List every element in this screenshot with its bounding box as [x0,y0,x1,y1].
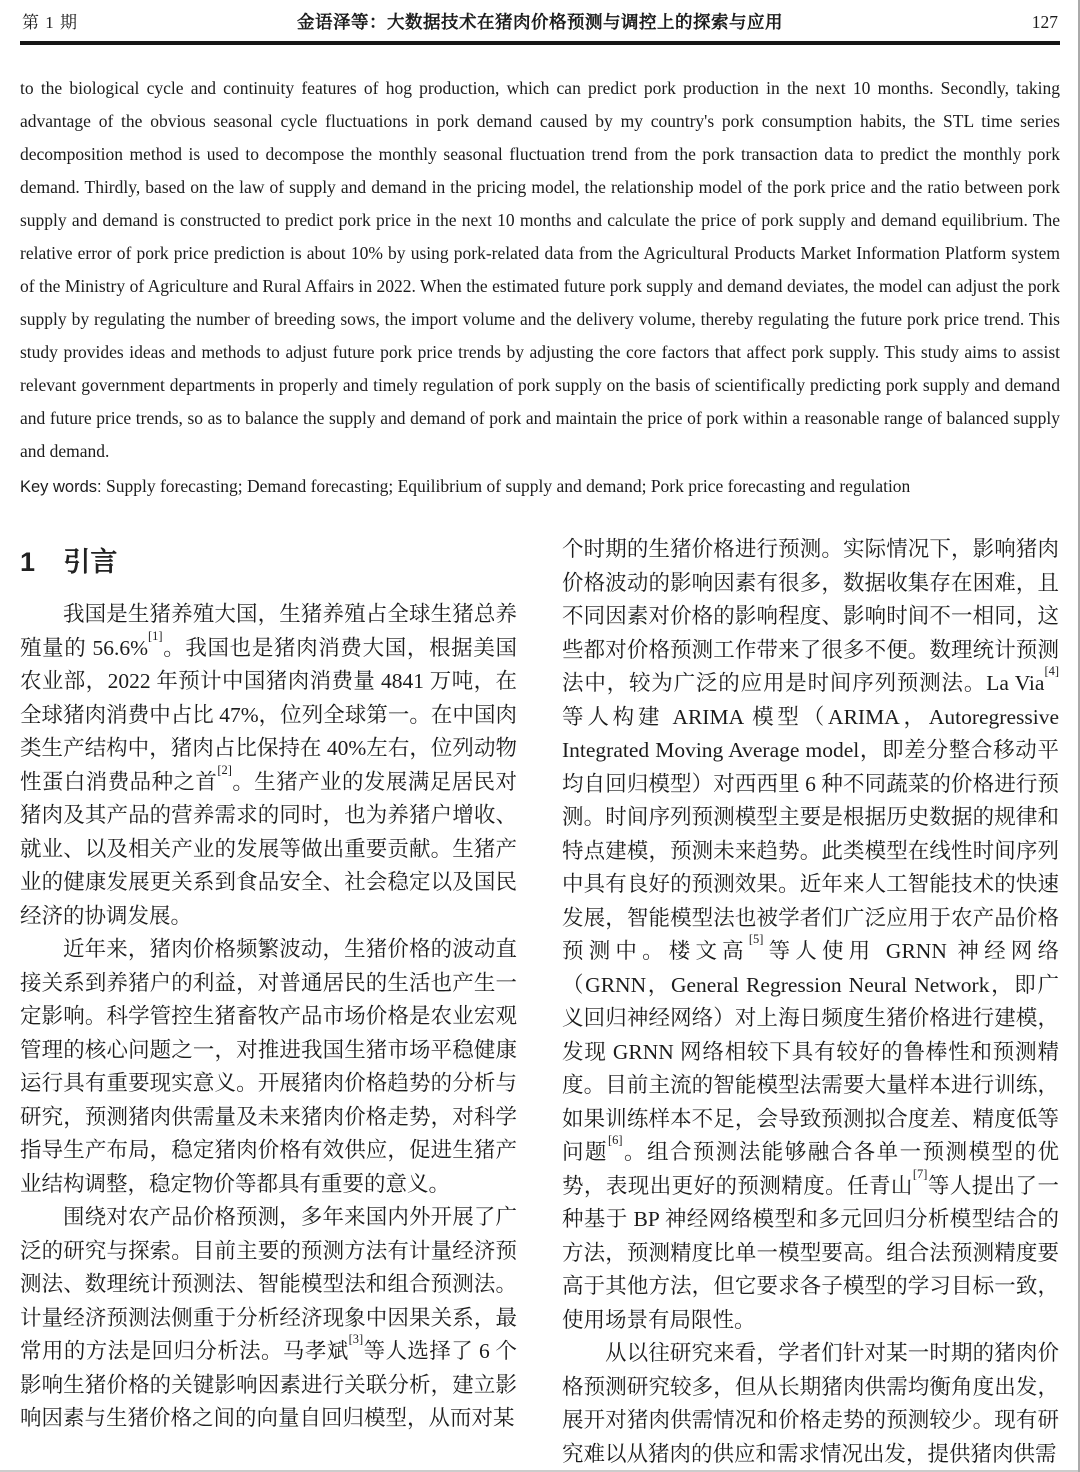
body-paragraph: 从以往研究来看，学者们针对某一时期的猪肉价格预测研究较多，但从长期猪肉供需均衡角度出发，展开对猪肉供需情况和价格走势的预测较少。现有研究难以从猪肉的供应和需求情况出发，提供猪肉供需 [562,1341,1059,1466]
left-column [20,533,517,1436]
body-paragraph: 围绕对农产品价格预测，多年来国内外开展了广泛的研究与探索。目前主要的预测方法有计量经济预测法、数理统计预测法、智能模型法和组合预测法。计量经济预测法侧重于分析经济现象中因果关系，最常用的方法是回归分析法。马孝斌[3]等人选择了 6 个影响生猪价格的关键影响因素进行关联分析，建立影响因素与生猪价格之间的向量自回归模型，从而对某 [20,1205,517,1430]
running-header [20,6,1060,34]
abstract-section [20,72,1060,503]
keywords-text: Supply forecasting; Demand forecasting; Equilibrium of supply and demand; Pork price forecasting and regulation [101,476,911,496]
keywords-line [20,470,1060,503]
body-paragraph: 近年来，猪肉价格频繁波动，生猪价格的波动直接关系到养猪户的利益，对普通居民的生活也产生一定影响。科学管控生猪畜牧产品市场价格是农业宏观管理的核心问题之一，对推进我国生猪市场平稳健康运行具有重要现实意义。开展猪肉价格趋势的分析与研究，预测猪肉供需量及未来猪肉价格走势，对科学指导生产布局，稳定猪肉价格有效供应，促进生猪产业结构调整，稳定物价等都具有重要的意义。 [20,937,517,1196]
section-title: 引言 [63,547,118,577]
right-column [562,533,1059,1471]
header-rule [20,41,1060,45]
keywords-label: Key words: [20,478,102,496]
two-column-body [20,533,1060,1471]
header-page-number: 127 [1031,12,1058,32]
header-running-title: 金语泽等：大数据技术在猪肉价格预测与调控上的探索与应用 [297,12,783,32]
abstract-continuation-text: to the biological cycle and continuity features of hog production, which can predict pork production in the next 10 months. Secondly, taking advantage of the obvious seasonal cycle fluctuations in pork demand caused by my country's pork consumption habits, the STL time series decomposition method is used to decompose the monthly seasonal fluctuation trend from the pork transaction data to predict the monthly pork demand. Thirdly, based on the law of supply and demand in the pricing model, the relationship model of the pork price and the ratio between pork supply and demand is constructed to predict pork price in the next 10 months and calculate the price of pork supply and demand equilibrium. The relative error of pork price prediction is about 10% by using pork-related data from the Agricultural Products Market Information Platform system of the Ministry of Agriculture and Rural Affairs in 2022. When the estimated future pork supply and demand deviates, the model can adjust the pork supply by regulating the number of breeding sows, the import volume and the delivery volume, thereby regulating the future pork price trend. This study provides ideas and methods to adjust future pork price trends by adjusting the core factors that affect pork supply. This study aims to assist relevant government departments in properly and timely regulation of pork supply on the basis of scientifically predicting pork supply and demand and future price trends, so as to balance the supply and demand of pork and maintain the price of pork within a reasonable range of balanced supply and demand. [20,78,1060,461]
body-paragraph-continuation: 个时期的生猪价格进行预测。实际情况下，影响猪肉价格波动的影响因素有很多，数据收集存在困难，且不同因素对价格的影响程度、影响时间不一相同，这些都对价格预测工作带来了很多不便。数理统计预测法中，较为广泛的应用是时间序列预测法。La Via[4]等人构建 ARIMA 模型（ARIMA，Autoregressive Integrated Moving Average model，即差分整合移动平均自回归模型）对西西里 6 种不同蔬菜的价格进行预测。时间序列预测模型主要是根据历史数据的规律和特点建模，预测未来趋势。此类模型在线性时间序列中具有良好的预测效果。近年来人工智能技术的快速发展，智能模型法也被学者们广泛应用于农产品价格预测中。楼文高[5]等人使用 GRNN 神经网络（GRNN，General Regression Neural Network，即广义回归神经网络）对上海日频度生猪价格进行建模，发现 GRNN 网络相较下具有较好的鲁棒性和预测精度。目前主流的智能模型法需要大量样本进行训练，如果训练样本不足，会导致预测拟合度差、精度低等问题[6]。组合预测法能够融合各单一预测模型的优势，表现出更好的预测精度。任青山[7]等人提出了一种基于 BP 神经网络模型和多元回归分析模型结合的方法，预测精度比单一模型要高。组合法预测精度要高于其他方法，但它要求各子模型的学习目标一致，使用场景有局限性。 [562,537,1059,1332]
section-number: 1 [20,547,36,577]
header-issue-label: 第 1 期 [22,13,78,32]
section-heading-introduction [20,547,517,577]
body-paragraph: 我国是生猪养殖大国，生猪养殖占全球生猪总养殖量的 56.6%[1]。我国也是猪肉消费大国，根据美国农业部，2022 年预计中国猪肉消费量 4841 万吨，在全球猪肉消费中占比 47%，位列全球第一。在中国肉类生产结构中，猪肉占比保持在 40%左右，位列动物性蛋白消费品种之首[2]。生猪产业的发展满足居民对猪肉及其产品的营养需求的同时，也为养猪户增收、就业、以及相关产业的发展等做出重要贡献。生猪产业的健康发展更关系到食品安全、社会稳定以及国民经济的协调发展。 [20,602,517,928]
